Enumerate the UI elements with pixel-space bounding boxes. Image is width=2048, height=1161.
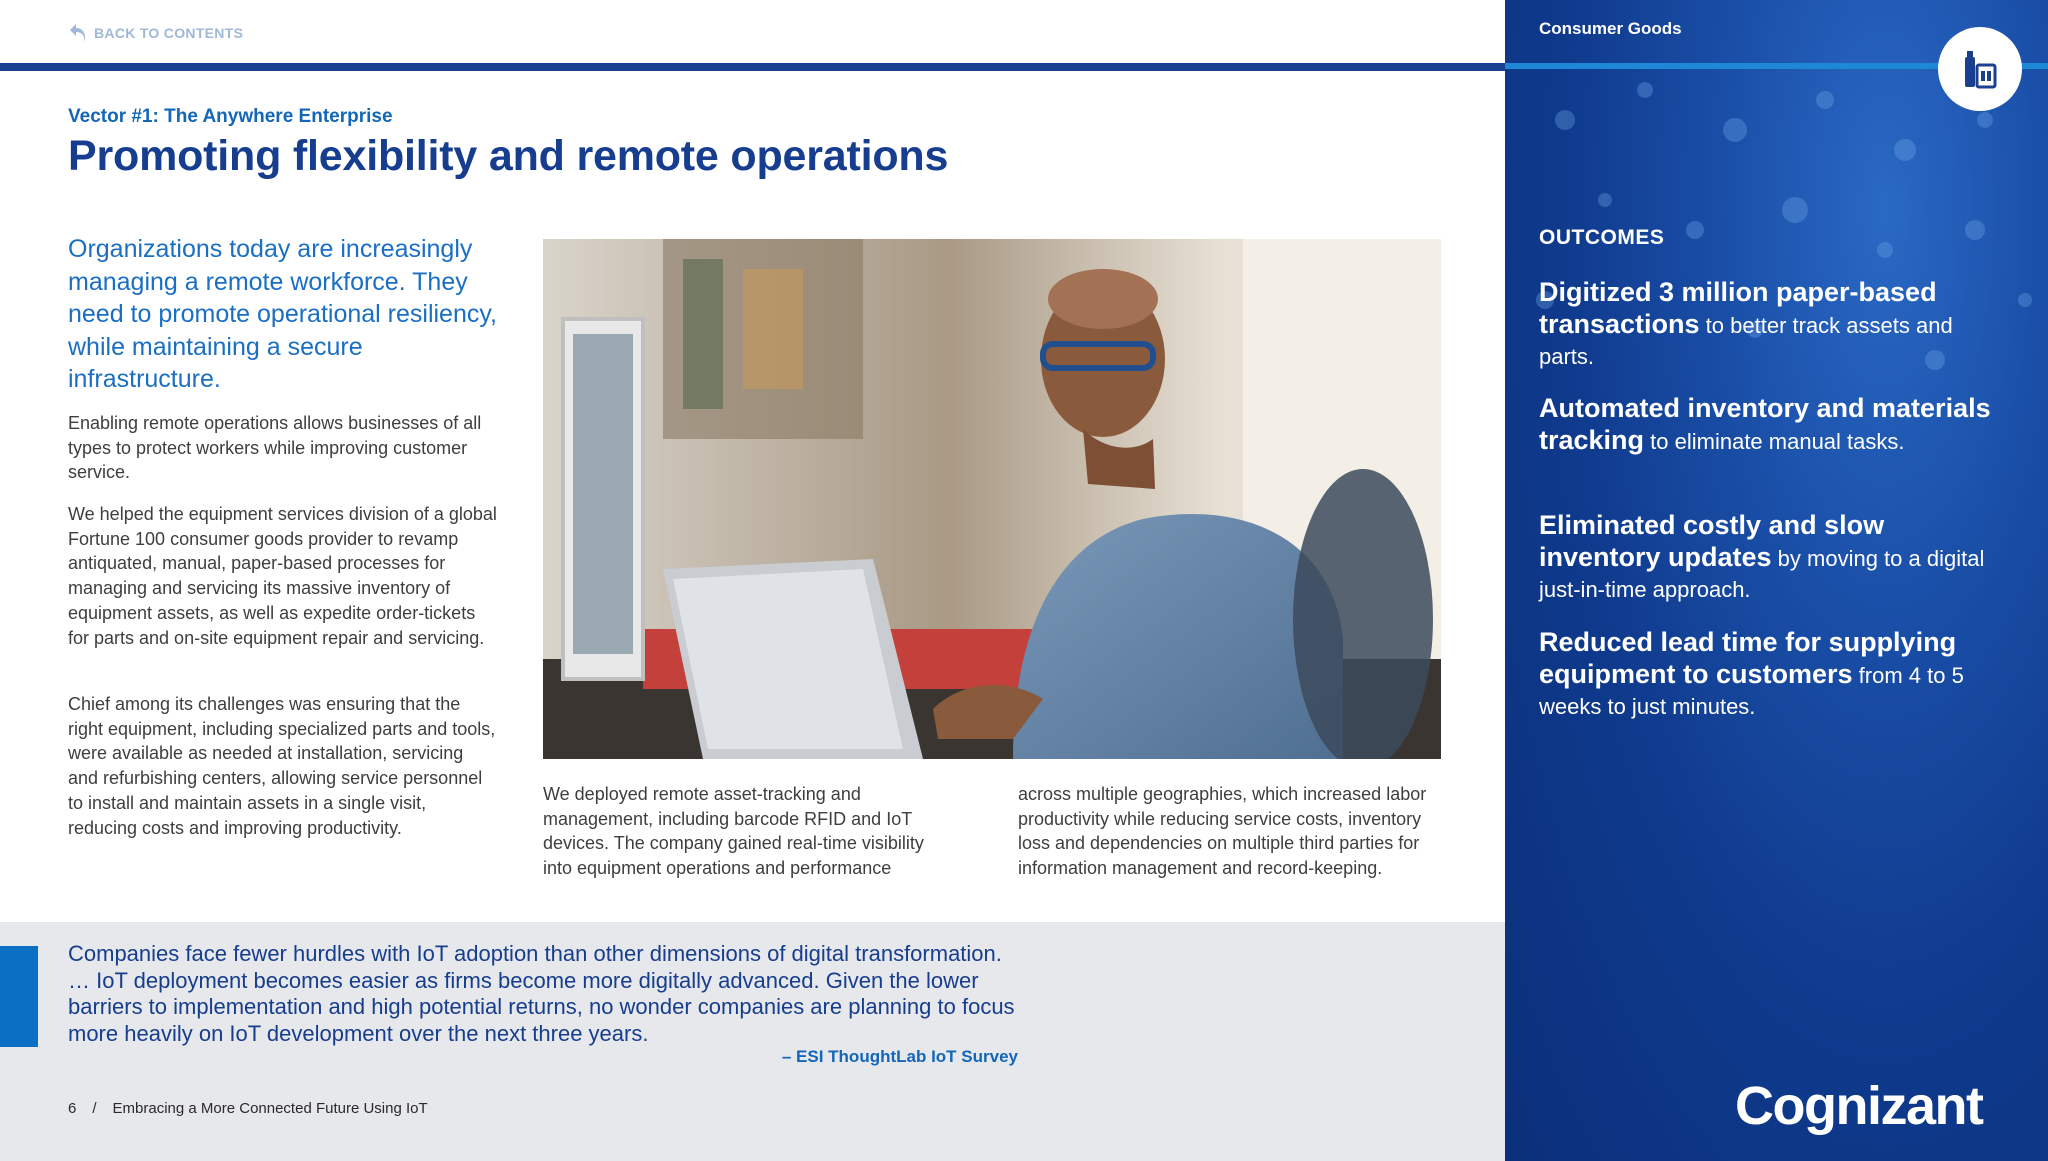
section-kicker: Vector #1: The Anywhere Enterprise — [68, 106, 393, 127]
back-arrow-icon — [68, 22, 88, 44]
category-badge — [1938, 27, 2022, 111]
document-title: Embracing a More Connected Future Using IoT — [112, 1100, 428, 1117]
category-label: Consumer Goods — [1539, 19, 1682, 38]
outcome-detail: by moving to a digital just-in-time approach. — [1539, 546, 1985, 602]
outcome-highlight: Reduced lead time for supplying equipment to customers — [1539, 627, 1957, 689]
header-rule — [0, 63, 1505, 71]
outcome-item — [1539, 510, 2009, 605]
pull-quote: Companies face fewer hurdles with IoT adoption than other dimensions of digital transformation. … IoT deployment becomes easier as firms become more digitally advanced. Given the lower barriers to implementation and high potential returns, no wonder companies are planning to focus more heavily on IoT development over the next three years. — [68, 941, 1015, 1046]
cognizant-logo: Cognizant — [1735, 1076, 1983, 1136]
page-title: Promoting flexibility and remote operations — [68, 132, 949, 180]
footer-separator: / — [92, 1100, 97, 1117]
outcome-item — [1539, 627, 2009, 722]
quote-accent-bar — [0, 946, 38, 1047]
outcome-item — [1539, 277, 2009, 372]
outcome-item — [1539, 393, 2009, 457]
outcome-detail: to better track assets and parts. — [1539, 313, 1953, 369]
outcome-highlight: Eliminated costly and slow inventory updates — [1539, 510, 1885, 572]
outcomes-sidebar — [1505, 0, 2048, 1161]
office-worker-illustration — [543, 239, 1441, 759]
photo-caption-right: across multiple geographies, which increased labor productivity while reducing service costs, inventory loss and dependencies on multiple third parties for information management and record-keeping. — [1018, 784, 1427, 879]
lead-paragraph: Organizations today are increasingly managing a remote workforce. They need to promote operational resiliency, while maintaining a secure infrastructure. — [68, 235, 497, 393]
outcome-highlight: Digitized 3 million paper-based transactions — [1539, 277, 1937, 339]
outcome-detail: from 4 to 5 weeks to just minutes. — [1539, 663, 1964, 719]
outcomes-heading: OUTCOMES — [1539, 226, 1665, 249]
outcome-highlight: Automated inventory and materials tracking — [1539, 393, 1991, 455]
body-paragraph: We helped the equipment services division of a global Fortune 100 consumer goods provider to revamp antiquated, manual, paper-based processes for managing and servicing its massive inventory of equipment assets, as well as expedite order-tickets for parts and on-site equipment repair and servicing. — [68, 504, 497, 648]
body-paragraph: Enabling remote operations allows businesses of all types to protect workers while improving customer service. — [68, 413, 482, 483]
quote-source: – ESI ThoughtLab IoT Survey — [781, 1047, 1018, 1066]
back-to-contents-link[interactable] — [68, 22, 243, 44]
page-footer — [68, 1100, 428, 1117]
page-number: 6 — [68, 1100, 77, 1117]
photo-caption-left: We deployed remote asset-tracking and management, including barcode RFID and IoT devices. The company gained real-time visibility into equipment operations and performance — [543, 784, 924, 879]
back-to-contents-label: BACK TO CONTENTS — [94, 25, 244, 41]
consumer-goods-icon — [1963, 49, 1997, 89]
body-paragraph: Chief among its challenges was ensuring that the right equipment, including specialized parts and tools, were available as needed at installation, servicing and refurbishing centers, allowing service personnel to install and maintain assets in a single visit, reducing costs and improving productivity. — [68, 694, 496, 838]
hero-photo — [543, 239, 1441, 759]
outcome-detail: to eliminate manual tasks. — [1644, 429, 1905, 454]
